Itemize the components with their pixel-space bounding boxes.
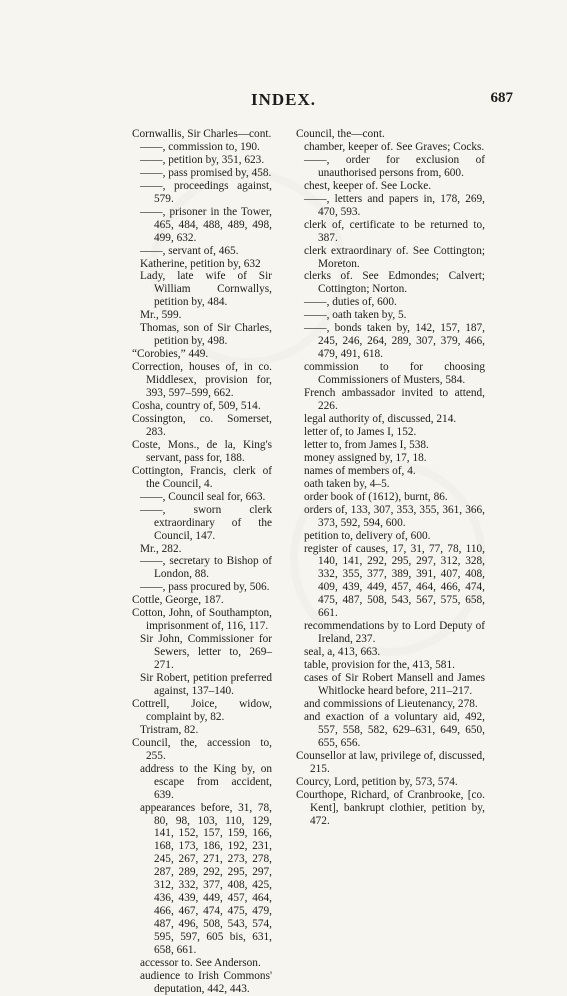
index-subentry: Mr., 282. xyxy=(140,542,182,555)
index-subentry: ——, letters and papers in, 178, 269, 470, 593. xyxy=(304,192,485,218)
index-subentry: oath taken by, 4–5. xyxy=(304,477,390,490)
index-entry-heading: Cottington, Francis, clerk of the Council, 4. xyxy=(132,464,272,490)
index-subentry: ——, pass promised by, 458. xyxy=(140,166,272,179)
index-subentry: Tristram, 82. xyxy=(140,723,199,736)
index-entry-heading: Cottrell, Joice, widow, complaint by, 82. xyxy=(132,697,272,723)
index-subentry: recommendations by to Lord Deputy of Ireland, 237. xyxy=(304,620,485,646)
index-subentry: and exaction of a voluntary aid, 492, 557, 558, 582, 629–631, 649, 650, 655, 656. xyxy=(304,710,485,749)
index-entry-heading: Cosha, country of, 509, 514. xyxy=(132,400,261,413)
index-subentry: French ambassador invited to attend, 226. xyxy=(304,387,485,413)
index-subentry: Sir John, Commissioner for Sewers, letter to, 269–271. xyxy=(140,633,272,672)
index-subentry: letter to, from James I, 538. xyxy=(304,438,429,451)
index-subentry: ——, Council seal for, 663. xyxy=(140,490,266,503)
index-subentry: ——, oath taken by, 5. xyxy=(304,309,407,322)
index-subentry: ——, pass procured by, 506. xyxy=(140,581,270,594)
index-subentry: Thomas, son of Sir Charles, petition by, 498. xyxy=(140,322,272,348)
index-subentry: petition to, delivery of, 600. xyxy=(304,529,431,542)
index-subentry: ——, proceedings against, 579. xyxy=(140,179,272,205)
index-subentry: ——, prisoner in the Tower, 465, 484, 488, 489, 498, 499, 632. xyxy=(140,205,272,244)
index-subentry: Lady, late wife of Sir William Cornwallys, petition by, 484. xyxy=(140,270,272,309)
index-subentry: ——, petition by, 351, 623. xyxy=(140,153,265,166)
index-subentry: chest, keeper of. See Locke. xyxy=(304,179,432,192)
index-entry-heading: Cossington, co. Somerset, 283. xyxy=(132,412,272,438)
index-subentry: ——, secretary to Bishop of London, 88. xyxy=(140,555,272,581)
index-subentry: cases of Sir Robert Mansell and James Whitlocke heard before, 211–217. xyxy=(304,672,485,697)
index-subentry: letter of, to James I, 152. xyxy=(304,425,417,438)
index-subentry: Sir Robert, petition preferred against, 137–140. xyxy=(140,672,272,697)
index-entry-heading: Correction, houses of, in co. Middlesex, provision for, 393, 597–599, 662. xyxy=(132,361,272,400)
index-subentry: Mr., 599. xyxy=(140,309,182,322)
index-subentry: appearances before, 31, 78, 80, 98, 103, 110, 129, 141, 152, 157, 159, 166, 168, 173, 186, 192, 231, 245, 267, 271, 273, 278, 287, 289, 292, 295, 297, 312, 332, 377, 408, 425, 436, 439, 449, 457, 464, 466, 467, 474, 475, 479, 487, 496, 508, 543, 574, 595, 597, 605 bis, 631, 658, 661. xyxy=(140,801,272,957)
index-subentry: ——, servant of, 465. xyxy=(140,244,239,257)
index-entry-heading: Courthope, Richard, of Cranbrooke, [co. Kent], bankrupt clothier, petition by, 472. xyxy=(296,788,485,827)
page-header xyxy=(0,90,567,112)
index-subentry: clerks of. See Edmondes; Calvert; Cottington; Norton. xyxy=(304,270,485,296)
index-entry-heading: Council, the—cont. xyxy=(296,128,385,140)
index-subentry: money assigned by, 17, 18. xyxy=(304,451,427,464)
index-subentry: order book of (1612), burnt, 86. xyxy=(304,490,448,503)
index-subentry: address to the King by, on escape from accident, 639. xyxy=(140,762,272,801)
index-entry-heading: Cornwallis, Sir Charles—cont. xyxy=(132,128,272,140)
index-subentry: ——, bonds taken by, 142, 157, 187, 245, 246, 264, 289, 307, 379, 466, 479, 491, 618. xyxy=(304,322,485,361)
index-subentry: ——, order for exclusion of unauthorised persons from, 600. xyxy=(304,153,485,179)
page-number: 687 xyxy=(490,90,513,106)
index-subentry: orders of, 133, 307, 353, 355, 361, 366, 373, 592, 594, 600. xyxy=(304,503,485,529)
page-title: INDEX. xyxy=(250,90,317,109)
index-subentry: ——, duties of, 600. xyxy=(304,296,397,309)
index-subentry: table, provision for the, 413, 581. xyxy=(304,659,455,672)
index-subentry: commission to for choosing Commissioners of Musters, 584. xyxy=(304,361,485,387)
index-entry-heading: Cottle, George, 187. xyxy=(132,594,224,607)
index-subentry: Katherine, petition by, 632 xyxy=(140,257,261,270)
index-entry-heading: Counsellor at law, privilege of, discussed, 215. xyxy=(296,749,485,775)
index-subentry: names of members of, 4. xyxy=(304,464,416,477)
index-subentry: register of causes, 17, 31, 77, 78, 110, 140, 141, 292, 295, 297, 312, 328, 332, 355, 377, 389, 391, 407, 408, 409, 439, 449, 457, 464, 466, 474, 475, 487, 508, 543, 567, 575, 658, 661. xyxy=(304,542,485,620)
index-subentry: ——, sworn clerk extraordinary of the Council, 147. xyxy=(140,503,272,542)
index-subentry: clerk extraordinary of. See Cottington; Moreton. xyxy=(304,244,485,270)
index-subentry: chamber, keeper of. See Graves; Cocks. xyxy=(304,140,485,153)
index-subentry: legal authority of, discussed, 214. xyxy=(304,412,457,425)
index-subentry: and commissions of Lieutenancy, 278. xyxy=(304,697,478,710)
index-entry-heading: “Corobies,” 449. xyxy=(132,348,209,361)
index-subentry: accessor to. See Anderson. xyxy=(140,957,261,969)
index-entry-heading: Cotton, John, of Southampton, imprisonment of, 116, 117. xyxy=(132,607,272,633)
index-entry-heading: Courcy, Lord, petition by, 573, 574. xyxy=(296,775,458,788)
index-subentry: seal, a, 413, 663. xyxy=(304,646,381,659)
index-entry-heading: Council, the, accession to, 255. xyxy=(132,736,272,762)
index-subentry: ——, commission to, 190. xyxy=(140,140,260,153)
index-entry-heading: Coste, Mons., de la, King's servant, pass for, 188. xyxy=(132,438,272,464)
index-column-left xyxy=(132,128,272,996)
index-subentry: audience to Irish Commons' deputation, 442, 443. xyxy=(140,969,272,995)
index-column-right xyxy=(296,128,485,827)
index-subentry: clerk of, certificate to be returned to, 387. xyxy=(304,218,485,244)
